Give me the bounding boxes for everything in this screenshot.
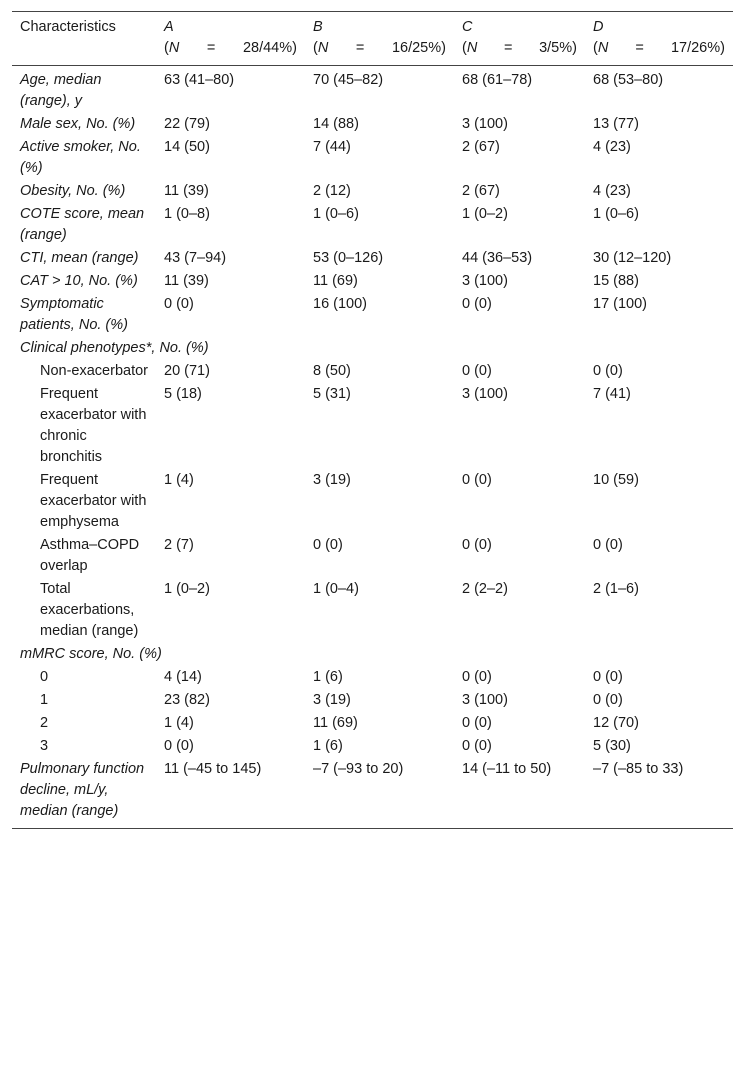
row-label: Symptomatic patients, No. (%)	[20, 296, 128, 333]
table-row	[12, 113, 733, 136]
cell-a: 1 (0–8)	[164, 206, 210, 222]
cell-b: 14 (88)	[313, 116, 359, 132]
group-letter: A	[164, 19, 174, 35]
cell-d: 13 (77)	[593, 116, 639, 132]
cell-d: 15 (88)	[593, 273, 639, 289]
cell-b: 0 (0)	[313, 537, 343, 553]
cell-d: 0 (0)	[593, 537, 623, 553]
cell-a: 22 (79)	[164, 116, 210, 132]
row-label: Total exacerbations, median (range)	[40, 581, 139, 639]
cell-b: 2 (12)	[313, 183, 351, 199]
group-letter: D	[593, 19, 604, 35]
row-label: Obesity, No. (%)	[20, 183, 126, 199]
row-label: CAT > 10, No. (%)	[20, 273, 138, 289]
cell-c: 0 (0)	[462, 363, 492, 379]
cell-c: 1 (0–2)	[462, 206, 508, 222]
header-group-d	[585, 12, 733, 66]
cell-a: 5 (18)	[164, 386, 202, 402]
cell-b: –7 (–93 to 20)	[313, 761, 404, 777]
header-row	[12, 12, 733, 66]
group-n: (N = 16/25%)	[313, 40, 446, 56]
cell-c: 44 (36–53)	[462, 250, 533, 266]
cell-b: 70 (45–82)	[313, 72, 384, 88]
table-row	[12, 534, 733, 578]
group-letter: B	[313, 19, 323, 35]
cell-a: 4 (14)	[164, 669, 202, 685]
characteristics-table	[12, 11, 733, 829]
cell-b: 7 (44)	[313, 139, 351, 155]
table-row	[12, 712, 733, 735]
cell-d: 1 (0–6)	[593, 206, 639, 222]
section-row-phenotypes	[12, 337, 733, 360]
cell-a: 0 (0)	[164, 738, 194, 754]
cell-b: 3 (19)	[313, 472, 351, 488]
row-label: Pulmonary function decline, mL/y, median (range)	[20, 761, 145, 819]
row-label: 0	[40, 669, 49, 685]
cell-c: 0 (0)	[462, 738, 492, 754]
cell-a: 11 (39)	[164, 273, 209, 289]
cell-b: 3 (19)	[313, 692, 351, 708]
cell-d: 5 (30)	[593, 738, 631, 754]
cell-a: 1 (4)	[164, 472, 194, 488]
cell-d: 12 (70)	[593, 715, 639, 731]
cell-b: 11 (69)	[313, 273, 358, 289]
cell-b: 1 (0–4)	[313, 581, 359, 597]
cell-c: 0 (0)	[462, 669, 492, 685]
cell-d: 10 (59)	[593, 472, 639, 488]
cell-a: 2 (7)	[164, 537, 194, 553]
row-label: Frequent exacerbator with chronic bronchitis	[40, 386, 147, 465]
row-label: Age, median (range), y	[20, 72, 102, 109]
cell-a: 1 (0–2)	[164, 581, 210, 597]
table-row	[12, 578, 733, 643]
row-label: COTE score, mean (range)	[20, 206, 145, 243]
table-row	[12, 293, 733, 337]
characteristics-table-container	[12, 11, 733, 829]
group-n: (N = 28/44%)	[164, 40, 297, 56]
table-row	[12, 247, 733, 270]
cell-b: 16 (100)	[313, 296, 368, 312]
cell-c: 3 (100)	[462, 116, 508, 132]
cell-a: 63 (41–80)	[164, 72, 235, 88]
cell-d: 0 (0)	[593, 669, 623, 685]
cell-b: 8 (50)	[313, 363, 351, 379]
cell-d: 4 (23)	[593, 183, 631, 199]
table-row	[12, 689, 733, 712]
cell-c: 2 (2–2)	[462, 581, 508, 597]
cell-c: 14 (–11 to 50)	[462, 761, 552, 777]
cell-d: 7 (41)	[593, 386, 631, 402]
table-row	[12, 383, 733, 469]
row-label: 3	[40, 738, 49, 754]
cell-c: 3 (100)	[462, 273, 508, 289]
cell-d: 0 (0)	[593, 692, 623, 708]
cell-a: 11 (–45 to 145)	[164, 761, 262, 777]
section-title: Clinical phenotypes*, No. (%)	[20, 340, 209, 356]
cell-b: 53 (0–126)	[313, 250, 384, 266]
row-label: Male sex, No. (%)	[20, 116, 136, 132]
section-row-mmrc	[12, 643, 733, 666]
cell-d: 17 (100)	[593, 296, 648, 312]
cell-b: 1 (6)	[313, 738, 343, 754]
cell-c: 0 (0)	[462, 296, 492, 312]
table-row	[12, 758, 733, 829]
cell-a: 14 (50)	[164, 139, 210, 155]
table-row	[12, 203, 733, 247]
cell-c: 0 (0)	[462, 472, 492, 488]
table-row	[12, 66, 733, 114]
cell-d: 2 (1–6)	[593, 581, 639, 597]
table-row	[12, 270, 733, 293]
cell-c: 0 (0)	[462, 715, 492, 731]
cell-c: 0 (0)	[462, 537, 492, 553]
cell-b: 1 (0–6)	[313, 206, 359, 222]
row-label: Asthma–COPD overlap	[40, 537, 140, 574]
table-row	[12, 735, 733, 758]
cell-d: –7 (–85 to 33)	[593, 761, 684, 777]
row-label: Frequent exacerbator with emphysema	[40, 472, 147, 530]
cell-d: 0 (0)	[593, 363, 623, 379]
table-row	[12, 469, 733, 534]
cell-a: 11 (39)	[164, 183, 209, 199]
cell-d: 30 (12–120)	[593, 250, 672, 266]
section-title: mMRC score, No. (%)	[20, 646, 162, 662]
group-n: (N = 3/5%)	[462, 40, 577, 56]
header-group-b	[305, 12, 454, 66]
cell-c: 2 (67)	[462, 139, 500, 155]
header-group-a	[156, 12, 305, 66]
row-label: CTI, mean (range)	[20, 250, 139, 266]
cell-b: 5 (31)	[313, 386, 351, 402]
table-row	[12, 666, 733, 689]
row-label: Non-exacerbator	[40, 363, 148, 379]
cell-a: 20 (71)	[164, 363, 210, 379]
cell-c: 2 (67)	[462, 183, 500, 199]
table-row	[12, 360, 733, 383]
cell-a: 1 (4)	[164, 715, 194, 731]
cell-c: 68 (61–78)	[462, 72, 533, 88]
group-letter: C	[462, 19, 473, 35]
table-row	[12, 180, 733, 203]
cell-b: 11 (69)	[313, 715, 358, 731]
cell-d: 4 (23)	[593, 139, 631, 155]
header-characteristics: Characteristics	[20, 19, 116, 35]
cell-d: 68 (53–80)	[593, 72, 664, 88]
cell-a: 43 (7–94)	[164, 250, 227, 266]
cell-c: 3 (100)	[462, 692, 508, 708]
header-group-c	[454, 12, 585, 66]
group-n: (N = 17/26%)	[593, 40, 725, 56]
row-label: 1	[40, 692, 49, 708]
table-row	[12, 136, 733, 180]
row-label: 2	[40, 715, 49, 731]
cell-a: 23 (82)	[164, 692, 210, 708]
row-label: Active smoker, No. (%)	[20, 139, 141, 176]
cell-c: 3 (100)	[462, 386, 508, 402]
cell-a: 0 (0)	[164, 296, 194, 312]
cell-b: 1 (6)	[313, 669, 343, 685]
